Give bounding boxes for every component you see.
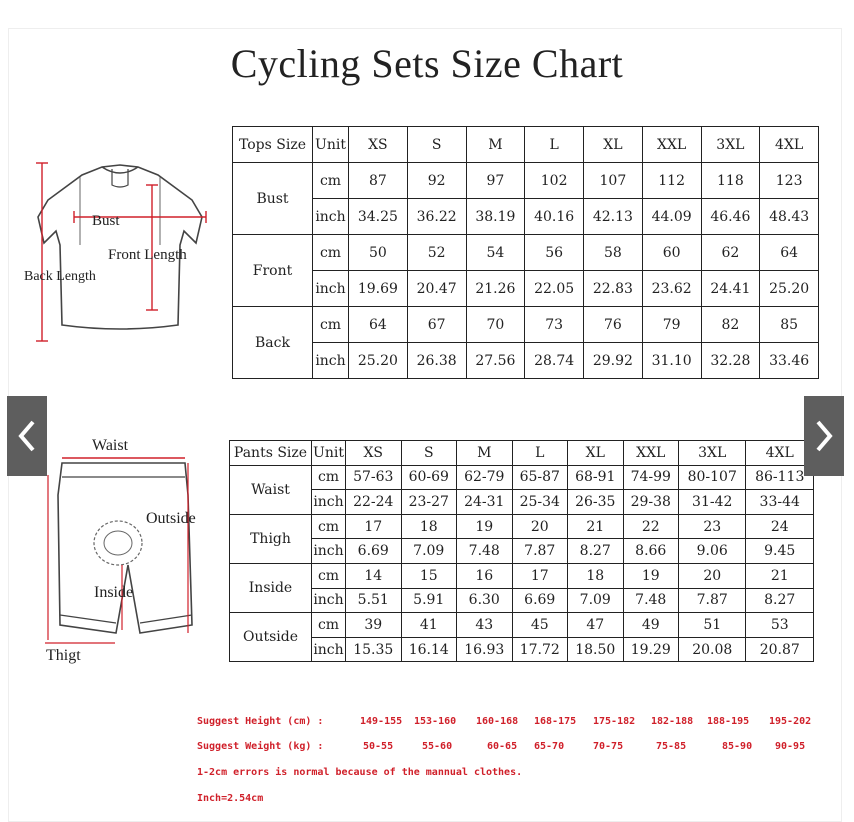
height-value: 160-168 xyxy=(476,716,519,727)
table-cell: 85 xyxy=(760,307,819,343)
unit-cell: inch xyxy=(312,588,346,613)
table-cell: 7.87 xyxy=(512,539,568,564)
table-cell: 56 xyxy=(525,235,584,271)
table-cell: 40.16 xyxy=(525,199,584,235)
table-header-cell: 3XL xyxy=(701,127,760,163)
table-header-cell: S xyxy=(407,127,466,163)
unit-cell: inch xyxy=(313,343,349,379)
table-cell: 9.45 xyxy=(746,539,814,564)
table-cell: 76 xyxy=(584,307,643,343)
table-cell: 26-35 xyxy=(568,490,624,515)
height-value: 175-182 xyxy=(593,716,636,727)
table-cell: 16.93 xyxy=(457,637,513,662)
table-cell: 49 xyxy=(623,613,679,638)
weight-note-label: Suggest Weight (kg) : xyxy=(197,741,324,752)
table-header-cell: XL xyxy=(584,127,643,163)
table-cell: 16 xyxy=(457,563,513,588)
table-cell: 38.19 xyxy=(466,199,525,235)
table-header-cell: Pants Size xyxy=(230,441,312,466)
table-cell: 79 xyxy=(642,307,701,343)
table-cell: 33-44 xyxy=(746,490,814,515)
unit-cell: cm xyxy=(313,163,349,199)
table-cell: 26.38 xyxy=(407,343,466,379)
table-header-cell: L xyxy=(512,441,568,466)
table-row xyxy=(233,163,819,199)
weight-value: 75-85 xyxy=(656,741,687,752)
table-header-cell: L xyxy=(525,127,584,163)
table-row xyxy=(230,514,814,539)
table-cell: 33.46 xyxy=(760,343,819,379)
table-cell: 62 xyxy=(701,235,760,271)
waist-label: Waist xyxy=(92,437,129,454)
next-slide-button[interactable] xyxy=(804,396,844,476)
table-cell: 60 xyxy=(642,235,701,271)
table-cell: 19.69 xyxy=(349,271,408,307)
bust-label: Bust xyxy=(92,213,120,229)
table-header-cell: 4XL xyxy=(760,127,819,163)
table-cell: 8.27 xyxy=(746,588,814,613)
table-cell: 73 xyxy=(525,307,584,343)
row-label: Waist xyxy=(230,465,312,514)
table-cell: 24.41 xyxy=(701,271,760,307)
error-note: 1-2cm errors is normal because of the mannual clothes. xyxy=(197,767,523,778)
weight-value: 70-75 xyxy=(593,741,624,752)
table-cell: 51 xyxy=(679,613,746,638)
table-cell: 28.74 xyxy=(525,343,584,379)
row-label: Bust xyxy=(233,163,313,235)
shorts-diagram xyxy=(40,455,215,655)
table-header-cell: Unit xyxy=(312,441,346,466)
weight-note-row xyxy=(197,741,817,755)
chevron-right-icon xyxy=(813,419,835,453)
table-header-cell: M xyxy=(466,127,525,163)
table-row xyxy=(233,307,819,343)
table-cell: 50 xyxy=(349,235,408,271)
table-cell: 15 xyxy=(401,563,457,588)
table-cell: 52 xyxy=(407,235,466,271)
pants-size-table xyxy=(229,440,814,662)
weight-value: 55-60 xyxy=(422,741,453,752)
table-header-cell: XS xyxy=(349,127,408,163)
inside-label: Inside xyxy=(94,584,134,601)
weight-value: 65-70 xyxy=(534,741,565,752)
table-cell: 57-63 xyxy=(346,465,402,490)
table-header-cell: 4XL xyxy=(746,441,814,466)
table-cell: 64 xyxy=(349,307,408,343)
table-cell: 31-42 xyxy=(679,490,746,515)
table-cell: 43 xyxy=(457,613,513,638)
table-cell: 118 xyxy=(701,163,760,199)
tops-size-table xyxy=(232,126,819,379)
table-row xyxy=(233,235,819,271)
table-cell: 18.50 xyxy=(568,637,624,662)
table-cell: 21.26 xyxy=(466,271,525,307)
table-cell: 65-87 xyxy=(512,465,568,490)
table-cell: 6.69 xyxy=(512,588,568,613)
table-header-cell: Unit xyxy=(313,127,349,163)
table-cell: 15.35 xyxy=(346,637,402,662)
table-cell: 9.06 xyxy=(679,539,746,564)
table-cell: 21 xyxy=(568,514,624,539)
thigh-label: Thigt xyxy=(46,647,81,664)
unit-cell: inch xyxy=(313,199,349,235)
table-cell: 23-27 xyxy=(401,490,457,515)
unit-cell: inch xyxy=(312,637,346,662)
unit-cell: inch xyxy=(312,490,346,515)
table-row xyxy=(230,539,814,564)
row-label: Inside xyxy=(230,563,312,612)
table-cell: 25.20 xyxy=(760,271,819,307)
table-cell: 20 xyxy=(679,563,746,588)
table-cell: 60-69 xyxy=(401,465,457,490)
table-cell: 97 xyxy=(466,163,525,199)
height-value: 149-155 xyxy=(360,716,403,727)
table-cell: 68-91 xyxy=(568,465,624,490)
table-row xyxy=(233,343,819,379)
height-value: 188-195 xyxy=(707,716,750,727)
table-cell: 24 xyxy=(746,514,814,539)
table-cell: 8.66 xyxy=(623,539,679,564)
table-cell: 41 xyxy=(401,613,457,638)
table-cell: 19 xyxy=(457,514,513,539)
height-value: 195-202 xyxy=(769,716,812,727)
table-cell: 34.25 xyxy=(349,199,408,235)
table-cell: 18 xyxy=(401,514,457,539)
height-value: 182-188 xyxy=(651,716,694,727)
weight-value: 50-55 xyxy=(363,741,394,752)
table-cell: 25-34 xyxy=(512,490,568,515)
table-cell: 18 xyxy=(568,563,624,588)
table-cell: 25.20 xyxy=(349,343,408,379)
table-row xyxy=(230,465,814,490)
prev-slide-button[interactable] xyxy=(7,396,47,476)
table-cell: 92 xyxy=(407,163,466,199)
height-note-label: Suggest Height (cm) : xyxy=(197,716,324,727)
table-cell: 7.48 xyxy=(457,539,513,564)
table-cell: 62-79 xyxy=(457,465,513,490)
row-label: Back xyxy=(233,307,313,379)
back-length-label: Back Length xyxy=(24,269,96,284)
inch-note: Inch=2.54cm xyxy=(197,793,264,804)
unit-cell: cm xyxy=(313,235,349,271)
table-cell: 70 xyxy=(466,307,525,343)
table-cell: 7.48 xyxy=(623,588,679,613)
table-cell: 44.09 xyxy=(642,199,701,235)
table-row xyxy=(230,637,814,662)
table-header-cell: XXL xyxy=(623,441,679,466)
table-cell: 17.72 xyxy=(512,637,568,662)
height-value: 168-175 xyxy=(534,716,577,727)
unit-cell: cm xyxy=(312,514,346,539)
unit-cell: cm xyxy=(312,613,346,638)
table-row xyxy=(230,490,814,515)
table-cell: 47 xyxy=(568,613,624,638)
table-row xyxy=(230,563,814,588)
height-value: 153-160 xyxy=(414,716,457,727)
table-cell: 6.30 xyxy=(457,588,513,613)
table-cell: 42.13 xyxy=(584,199,643,235)
table-cell: 20.08 xyxy=(679,637,746,662)
weight-value: 90-95 xyxy=(775,741,806,752)
unit-cell: cm xyxy=(312,465,346,490)
table-cell: 14 xyxy=(346,563,402,588)
height-note-row xyxy=(197,716,817,730)
table-cell: 64 xyxy=(760,235,819,271)
table-cell: 5.91 xyxy=(401,588,457,613)
table-cell: 5.51 xyxy=(346,588,402,613)
table-cell: 16.14 xyxy=(401,637,457,662)
table-row xyxy=(233,199,819,235)
row-label: Thigh xyxy=(230,514,312,563)
table-cell: 67 xyxy=(407,307,466,343)
table-cell: 19.29 xyxy=(623,637,679,662)
table-cell: 7.87 xyxy=(679,588,746,613)
table-cell: 17 xyxy=(512,563,568,588)
table-cell: 39 xyxy=(346,613,402,638)
unit-cell: inch xyxy=(313,271,349,307)
table-row xyxy=(230,588,814,613)
table-cell: 20 xyxy=(512,514,568,539)
table-cell: 27.56 xyxy=(466,343,525,379)
table-cell: 29.92 xyxy=(584,343,643,379)
table-header-cell: XL xyxy=(568,441,624,466)
table-cell: 22.05 xyxy=(525,271,584,307)
table-cell: 20.47 xyxy=(407,271,466,307)
unit-cell: inch xyxy=(312,539,346,564)
table-cell: 7.09 xyxy=(568,588,624,613)
table-cell: 8.27 xyxy=(568,539,624,564)
table-cell: 31.10 xyxy=(642,343,701,379)
table-row xyxy=(233,271,819,307)
unit-cell: cm xyxy=(313,307,349,343)
table-cell: 74-99 xyxy=(623,465,679,490)
table-cell: 22.83 xyxy=(584,271,643,307)
row-label: Outside xyxy=(230,613,312,662)
table-header-row xyxy=(233,127,819,163)
weight-value: 85-90 xyxy=(722,741,753,752)
table-row xyxy=(230,613,814,638)
table-cell: 36.22 xyxy=(407,199,466,235)
table-cell: 58 xyxy=(584,235,643,271)
row-label: Front xyxy=(233,235,313,307)
table-cell: 22-24 xyxy=(346,490,402,515)
table-header-cell: XXL xyxy=(642,127,701,163)
table-header-row xyxy=(230,441,814,466)
table-cell: 48.43 xyxy=(760,199,819,235)
table-cell: 107 xyxy=(584,163,643,199)
weight-value: 60-65 xyxy=(487,741,518,752)
table-cell: 123 xyxy=(760,163,819,199)
table-cell: 24-31 xyxy=(457,490,513,515)
table-cell: 80-107 xyxy=(679,465,746,490)
table-cell: 17 xyxy=(346,514,402,539)
chart-title: Cycling Sets Size Chart xyxy=(230,41,624,86)
table-cell: 6.69 xyxy=(346,539,402,564)
table-cell: 23.62 xyxy=(642,271,701,307)
table-cell: 45 xyxy=(512,613,568,638)
table-cell: 86-113 xyxy=(746,465,814,490)
table-cell: 102 xyxy=(525,163,584,199)
table-cell: 112 xyxy=(642,163,701,199)
table-cell: 32.28 xyxy=(701,343,760,379)
table-cell: 20.87 xyxy=(746,637,814,662)
table-header-cell: XS xyxy=(346,441,402,466)
front-length-label: Front Length xyxy=(108,247,187,263)
outside-label: Outside xyxy=(146,510,196,527)
table-cell: 53 xyxy=(746,613,814,638)
table-cell: 19 xyxy=(623,563,679,588)
table-cell: 46.46 xyxy=(701,199,760,235)
table-cell: 22 xyxy=(623,514,679,539)
table-cell: 82 xyxy=(701,307,760,343)
table-header-cell: Tops Size xyxy=(233,127,313,163)
table-cell: 21 xyxy=(746,563,814,588)
unit-cell: cm xyxy=(312,563,346,588)
table-cell: 54 xyxy=(466,235,525,271)
table-cell: 87 xyxy=(349,163,408,199)
table-header-cell: 3XL xyxy=(679,441,746,466)
table-header-cell: M xyxy=(457,441,513,466)
chevron-left-icon xyxy=(16,419,38,453)
table-cell: 23 xyxy=(679,514,746,539)
table-cell: 7.09 xyxy=(401,539,457,564)
table-cell: 29-38 xyxy=(623,490,679,515)
table-header-cell: S xyxy=(401,441,457,466)
